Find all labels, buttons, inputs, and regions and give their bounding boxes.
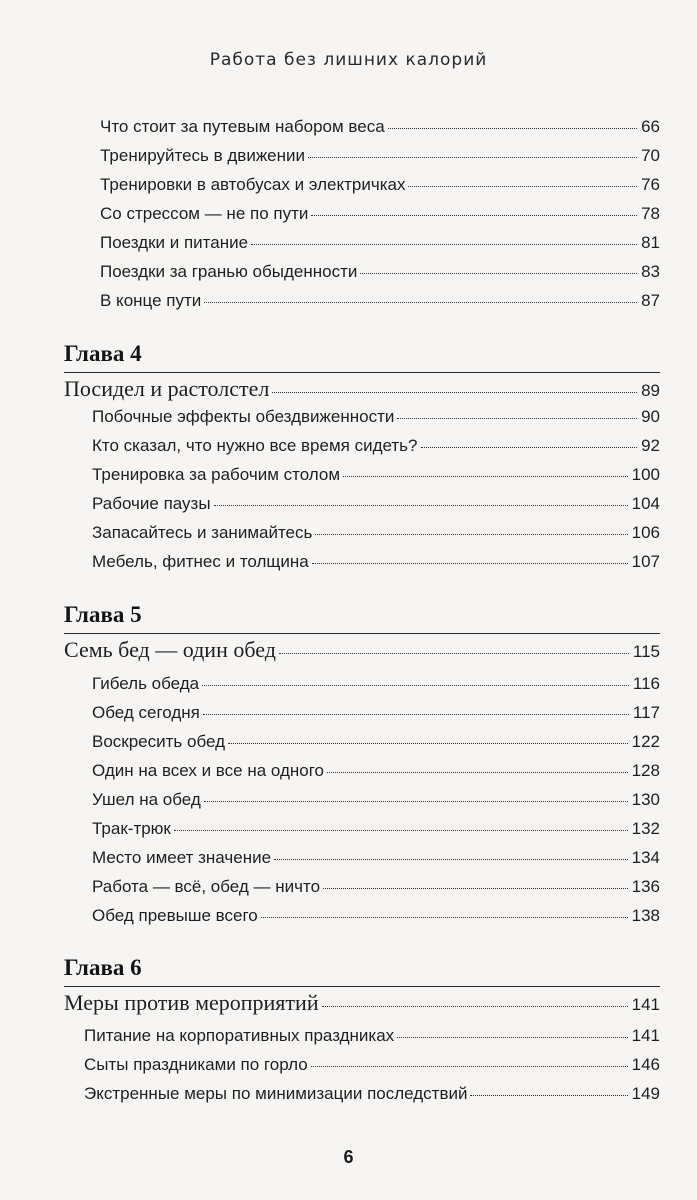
toc-entry[interactable] [92,465,660,491]
dot-leader [279,653,629,654]
toc-entry-page: 122 [631,732,660,751]
dot-leader [343,476,628,477]
dot-leader [315,534,627,535]
toc-entry[interactable] [100,146,660,172]
toc-entry-page: 76 [641,175,660,194]
dot-leader [311,1066,628,1067]
dot-leader [323,888,628,889]
toc-entry-page: 138 [631,906,660,925]
toc-entry-title: Гибель обеда [92,674,200,693]
toc-entry-title: Мебель, фитнес и толщина [92,552,309,571]
toc-entry[interactable] [92,703,660,729]
toc-entry-page: 136 [631,877,660,896]
toc-entry-title: Обед превыше всего [92,906,258,925]
toc-entry[interactable] [92,761,660,787]
dot-leader [327,772,628,773]
dot-leader [322,1006,628,1007]
dot-leader [397,1037,627,1038]
toc-entry-title: Запасайтесь и занимайтесь [92,523,313,542]
toc-chapter-page: 141 [631,995,660,1014]
dot-leader [397,418,637,419]
toc-entry-title: Рабочие паузы [92,494,211,513]
toc-entry[interactable] [92,819,660,845]
toc-entry-page: 146 [631,1055,660,1074]
toc-entry-page: 100 [631,465,660,484]
toc-chapter-title-text: Посидел и растолстел [64,376,270,401]
toc-entry[interactable] [92,906,660,932]
toc-entry[interactable] [92,552,660,578]
toc-entry[interactable] [100,175,660,201]
toc-entry[interactable] [92,790,660,816]
toc-entry[interactable] [84,1055,660,1081]
dot-leader [261,917,628,918]
toc-entry[interactable] [100,117,660,143]
dot-leader [312,563,628,564]
toc-entry-page: 116 [632,674,660,693]
toc-entry-page: 90 [641,407,660,426]
toc-chapter-page: 89 [641,381,660,400]
dot-leader [388,128,637,129]
chapter-heading: Глава 4 [64,341,142,366]
toc-entry[interactable] [92,848,660,874]
dot-leader [228,743,628,744]
toc-entry-title: Тренировка за рабочим столом [92,465,341,484]
dot-leader [274,859,628,860]
toc-entry-title: Сыты праздниками по горло [84,1055,308,1074]
dot-leader [251,244,637,245]
toc-entry-title: Воскресить обед [92,732,226,751]
toc-entry-page: 66 [641,117,660,136]
chapter-heading: Глава 5 [64,602,142,627]
toc-entry[interactable] [100,204,660,230]
toc-entry-page: 83 [641,262,660,281]
toc-entry-page: 87 [641,291,660,310]
dot-leader [272,392,637,393]
page-number: 6 [343,1147,354,1167]
toc-entry-title: Поездки и питание [100,233,249,252]
toc-entry-page: 130 [631,790,660,809]
toc-chapter-title[interactable] [64,376,660,406]
toc-entry-title: Работа — всё, обед — ничто [92,877,321,896]
dot-leader [214,505,628,506]
toc-entry-title: Кто сказал, что нужно все время сидеть? [92,436,418,455]
toc-entry-page: 117 [632,703,660,722]
dot-leader [408,186,637,187]
toc-entry-page: 70 [641,146,660,165]
toc-entry-title: Обед сегодня [92,703,200,722]
dot-leader [421,447,638,448]
toc-entry-page: 132 [631,819,660,838]
toc-entry-page: 107 [631,552,660,571]
toc-entry-page: 104 [631,494,660,513]
dot-leader [174,830,628,831]
dot-leader [470,1095,627,1096]
chapter-heading: Глава 6 [64,955,142,980]
toc-entry-title: Что стоит за путевым набором веса [100,117,385,136]
toc-entry[interactable] [84,1084,660,1110]
toc-entry-title: Ушел на обед [92,790,201,809]
toc-entry-title: В конце пути [100,291,202,310]
toc-entry[interactable] [92,407,660,433]
dot-leader [311,215,637,216]
toc-entry[interactable] [92,523,660,549]
toc-entry-title: Со стрессом — не по пути [100,204,309,223]
dot-leader [360,273,637,274]
dot-leader [204,302,637,303]
chapter-rule [64,372,660,373]
toc-entry-page: 134 [631,848,660,867]
chapter-rule [64,633,660,634]
toc-chapter-title-text: Семь бед — один обед [64,637,276,662]
toc-chapter-page: 115 [632,642,660,661]
dot-leader [202,685,629,686]
toc-entry-page: 128 [631,761,660,780]
toc-entry[interactable] [100,262,660,288]
toc-entry[interactable] [92,494,660,520]
toc-entry[interactable] [100,233,660,259]
toc-entry-title: Тренируйтесь в движении [100,146,306,165]
toc-entry[interactable] [92,732,660,758]
toc-entry-title: Питание на корпоративных праздниках [84,1026,395,1045]
toc-entry-page: 141 [631,1026,660,1045]
toc-entry-title: Поездки за гранью обыденности [100,262,358,281]
toc-entry-page: 81 [641,233,660,252]
toc-entry[interactable] [92,674,660,700]
toc-entry[interactable] [92,877,660,903]
toc-entry-page: 149 [631,1084,660,1103]
toc-chapter-title[interactable] [64,637,660,667]
dot-leader [204,801,628,802]
toc-entry-page: 92 [641,436,660,455]
toc-entry-title: Трак-трюк [92,819,171,838]
toc-chapter-title-text: Меры против мероприятий [64,990,319,1015]
toc-entry[interactable] [84,1026,660,1052]
toc-entry[interactable] [92,436,660,462]
toc-entry-page: 106 [631,523,660,542]
toc-chapter-title[interactable] [64,990,660,1020]
toc-entry[interactable] [100,291,660,317]
toc-entry-title: Побочные эффекты обездвиженности [92,407,395,426]
toc-entry-title: Тренировки в автобусах и электричках [100,175,406,194]
chapter-rule [64,986,660,987]
dot-leader [308,157,637,158]
toc-entry-page: 78 [641,204,660,223]
toc-entry-title: Место имеет значение [92,848,272,867]
toc-entry-title: Один на всех и все на одного [92,761,325,780]
dot-leader [203,714,629,715]
toc-entry-title: Экстренные меры по минимизации последствий [84,1084,468,1103]
running-head: Работа без лишних калорий [209,50,488,70]
